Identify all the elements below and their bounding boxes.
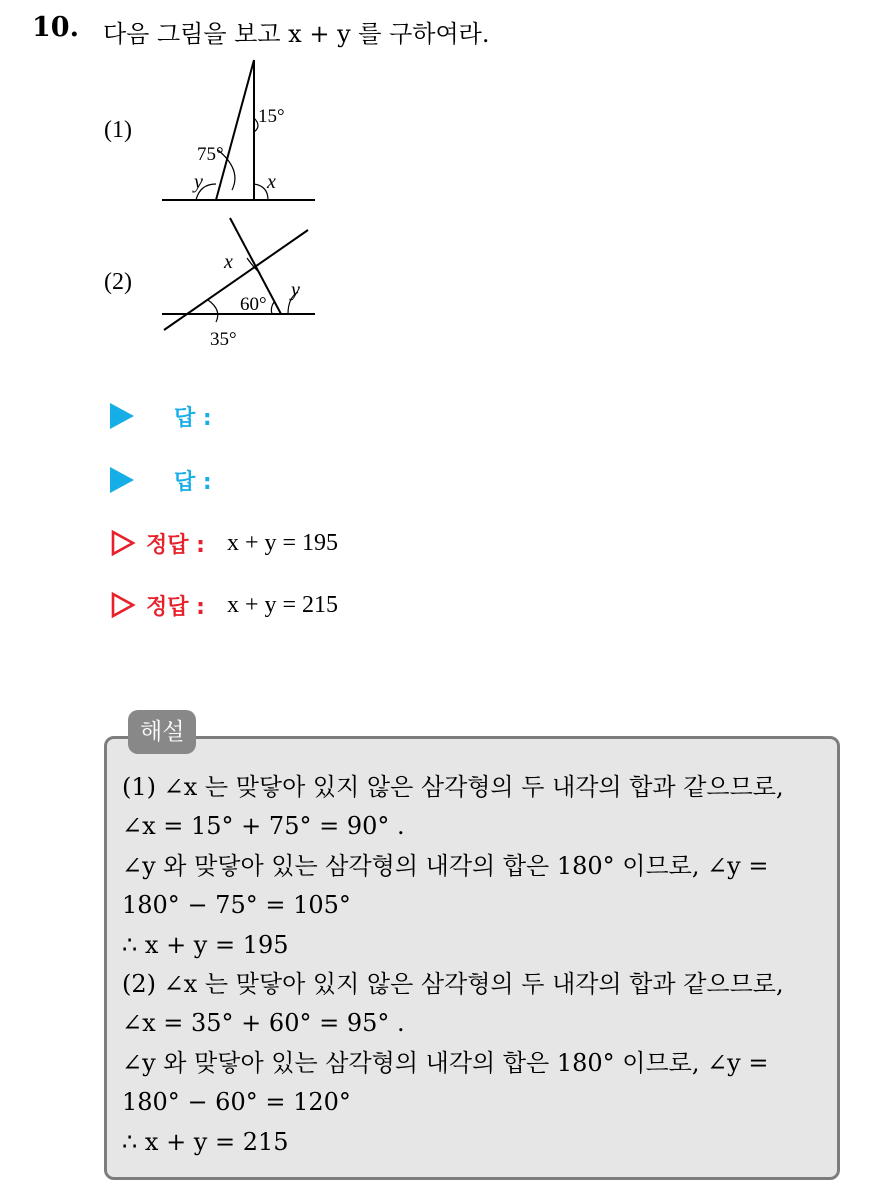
play-triangle-icon <box>110 467 134 493</box>
solution-line: ∠y 와 맞닿아 있는 삼각형의 내각의 합은 180° 이므로, ∠y = <box>122 1048 769 1077</box>
correct-answer-value: x + y = 195 <box>226 529 339 556</box>
correct-answer-label: 정답 : <box>146 532 205 558</box>
correct-answer-label: 정답 : <box>146 594 205 620</box>
figure-2-diagram <box>150 212 330 362</box>
figure-2-label: (2) <box>104 269 132 295</box>
correct-answer-row <box>110 587 338 623</box>
arc-60 <box>271 302 274 314</box>
play-triangle-icon <box>110 403 134 429</box>
arc-x <box>254 184 268 200</box>
solution-text <box>122 768 826 1162</box>
solution-line: ∴ x + y = 215 <box>122 1127 289 1156</box>
angle-label-35: 35° <box>210 329 237 350</box>
solution-line: ∠x = 35° + 60° = 95° . <box>122 1009 405 1038</box>
figure-1-diagram <box>150 52 330 212</box>
correct-answer-value: x + y = 215 <box>226 591 339 618</box>
solution-line: ∠x = 15° + 75° = 90° . <box>122 812 405 841</box>
figure-1-label: (1) <box>104 117 132 143</box>
angle-label-y: y <box>291 279 300 301</box>
correct-answer-row <box>110 525 338 561</box>
angle-label-x: x <box>267 171 276 193</box>
solution-line: 180° − 75° = 105° <box>122 891 351 920</box>
question-text: 다음 그림을 보고 x + y 를 구하여라. <box>103 20 490 48</box>
angle-label-x: x <box>224 251 233 273</box>
solution-line: ∠y 와 맞닿아 있는 삼각형의 내각의 합은 180° 이므로, ∠y = <box>122 851 769 880</box>
answer-blank-row <box>110 462 212 498</box>
solution-tag: 해설 <box>128 710 196 754</box>
question-number: 10. <box>32 12 79 43</box>
solution-line: (1) ∠x 는 맞닿아 있지 않은 삼각형의 두 내각의 합과 같으므로, <box>122 773 784 801</box>
answer-label: 답 : <box>174 469 212 495</box>
arc-35 <box>208 300 218 322</box>
solution-line: (2) ∠x 는 맞닿아 있지 않은 삼각형의 두 내각의 합과 같으므로, <box>122 969 784 998</box>
angle-label-60: 60° <box>240 294 267 315</box>
solution-line: 180° − 60° = 120° <box>122 1088 351 1117</box>
outline-triangle-icon <box>110 529 136 557</box>
angle-label-75: 75° <box>197 144 224 165</box>
answer-label: 답 : <box>174 405 212 431</box>
answer-blank-row <box>110 398 212 434</box>
angle-label-15: 15° <box>258 106 285 127</box>
solution-line: ∴ x + y = 195 <box>122 930 289 959</box>
outline-triangle-icon <box>110 591 136 619</box>
angle-label-y: y <box>194 171 203 193</box>
